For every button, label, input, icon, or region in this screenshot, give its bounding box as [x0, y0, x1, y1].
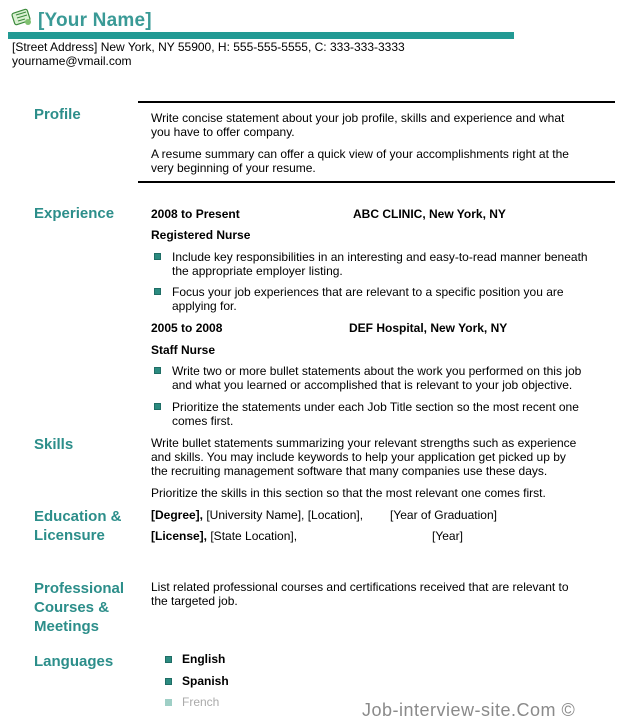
- contact-address-phones: [Street Address] New York, NY 55900, H: 555-555-5555, C: 333-333-3333: [12, 40, 405, 54]
- document-logo-icon: [10, 6, 34, 28]
- job-bullet-line: Write two or more bullet statements about the work you performed on this job: [172, 364, 582, 378]
- profile-line: A resume summary can offer a quick view of your accomplishments right at the: [151, 147, 569, 161]
- job-employer: ABC CLINIC, New York, NY: [353, 207, 506, 221]
- section-title-line: Meetings: [34, 618, 100, 635]
- square-bullet-icon: [165, 656, 172, 663]
- graduation-year: [Year of Graduation]: [390, 508, 497, 522]
- resume-name: [Your Name]: [38, 10, 152, 31]
- job-role: Staff Nurse: [151, 343, 216, 357]
- profile-bottom-rule: [138, 181, 615, 183]
- license-state: [State Location],: [207, 529, 298, 543]
- contact-info: [12, 40, 405, 68]
- job-bullet-line: comes first.: [172, 414, 234, 428]
- language-item: English: [182, 652, 226, 666]
- license: [License],: [151, 529, 208, 543]
- section-title-line: Courses &: [34, 599, 110, 616]
- job-employer: DEF Hospital, New York, NY: [349, 321, 508, 335]
- job-dates: 2005 to 2008: [151, 321, 223, 335]
- section-title-line: Education &: [34, 508, 122, 525]
- section-title-profile: Profile: [34, 106, 81, 123]
- square-bullet-icon: [154, 288, 161, 295]
- job-bullet-line: applying for.: [172, 299, 237, 313]
- contact-email: yourname@vmail.com: [12, 54, 132, 68]
- language-item: Spanish: [182, 674, 229, 688]
- skills-line: the recruiting management software that many companies use these days.: [151, 464, 548, 478]
- job-bullet-line: Focus your job experiences that are relevant to a specific position you are: [172, 285, 564, 299]
- square-bullet-icon: [165, 678, 172, 685]
- header-accent-bar: [8, 32, 514, 39]
- courses-line: List related professional courses and certifications received that are relevant to: [151, 580, 569, 594]
- degree: [Degree],: [151, 508, 204, 522]
- license-row: [151, 529, 297, 543]
- university: [University Name], [Location],: [203, 508, 364, 522]
- section-title-languages: Languages: [34, 653, 114, 670]
- job-bullet-line: Include key responsibilities in an interesting and easy-to-read manner beneath: [172, 250, 588, 264]
- job-bullet-line: Prioritize the statements under each Job Title section so the most recent one: [172, 400, 579, 414]
- square-bullet-icon: [154, 403, 161, 410]
- section-title-courses: [34, 579, 124, 636]
- job-bullet-line: and what you learned or accomplished that is relevant to your job objective.: [172, 378, 573, 392]
- skills-line: Write bullet statements summarizing your relevant strengths such as experience: [151, 436, 577, 450]
- license-year: [Year]: [432, 529, 463, 543]
- section-title-line: Licensure: [34, 527, 105, 544]
- site-watermark: Job-interview-site.Com ©: [362, 700, 576, 720]
- section-title-skills: Skills: [34, 436, 74, 453]
- job-role: Registered Nurse: [151, 228, 251, 242]
- skills-line: and skills. You may include keywords to help your application get picked up by: [151, 450, 566, 464]
- profile-line: you have to offer company.: [151, 125, 295, 139]
- profile-line: very beginning of your resume.: [151, 161, 316, 175]
- section-title-education: [34, 507, 122, 545]
- skills-line: Prioritize the skills in this section so that the most relevant one comes first.: [151, 486, 546, 500]
- square-bullet-icon: [154, 253, 161, 260]
- section-title-experience: Experience: [34, 205, 115, 222]
- profile-top-rule: [138, 101, 615, 103]
- education-degree-row: [151, 508, 363, 522]
- job-dates: 2008 to Present: [151, 207, 240, 221]
- language-item: French: [182, 695, 220, 709]
- courses-line: the targeted job.: [151, 594, 238, 608]
- square-bullet-icon: [165, 699, 172, 706]
- section-title-line: Professional: [34, 580, 125, 597]
- profile-line: Write concise statement about your job profile, skills and experience and what: [151, 111, 565, 125]
- square-bullet-icon: [154, 367, 161, 374]
- job-bullet-line: the appropriate employer listing.: [172, 264, 343, 278]
